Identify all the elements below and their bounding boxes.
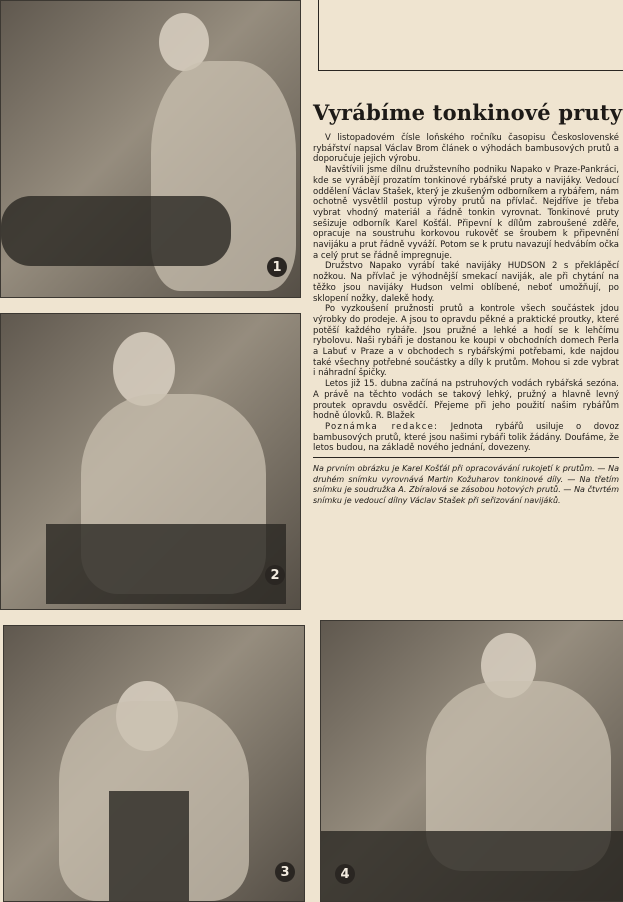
editorial-note-text: Jednota rybářů usiluje o dovoz bambusových prutů, které jsou našimi rybáři tolik žádány. Doufáme, že letos budou, na základě nového jednání, dovezeny. bbox=[313, 421, 619, 454]
article-paragraph: Po vyzkoušení pružnosti prutů a kontrole všech součástek jdou výrobky do prodeje. A jsou to opravdu pěkné a praktické proutky, které potěší každého rybáře. Jsou pružné a lehké a hodí se k lehčímu rybolovu. Naši rybáři je dostanou ke koupi v obchodních domech Perla a Labuť v Praze a v obchodech s rybářskými potřebami, kde najdou také všechny potřebné součástky a díly k prutům. Mohou si zde vybrat i náhradní špičky. bbox=[313, 304, 619, 379]
photo-1 bbox=[0, 0, 301, 298]
photo-4 bbox=[320, 620, 623, 902]
photo-3 bbox=[3, 625, 305, 902]
editorial-note bbox=[313, 422, 619, 454]
photo-number-badge: 1 bbox=[267, 257, 287, 277]
article-column bbox=[313, 100, 623, 506]
photo-number-badge: 3 bbox=[275, 862, 295, 882]
article-paragraph: Letos již 15. dubna začíná na pstruhových vodách rybářská sezóna. A právě na těchto vodách se takový lehký, pružný a hlavně levný proutek opravdu osvědčí. Přejeme při jeho použití našim rybářům hodně úlovků. R. Blažek bbox=[313, 379, 619, 422]
photo-number-badge: 2 bbox=[265, 565, 285, 585]
article-title: Vyrábíme tonkinové pruty bbox=[313, 100, 623, 125]
editorial-note-label: Poznámka redakce: bbox=[325, 421, 439, 432]
photo-number-badge: 4 bbox=[335, 864, 355, 884]
article-paragraph: Družstvo Napako vyrábí také navijáky HUDSON 2 s překlápěcí nožkou. Na přívlač je výhodnější smekací naviják, ale při chytání na těžko jsou navijáky Hudson velmi oblíbené, neboť umožňují, po sklopení nožky, dalekě hody. bbox=[313, 261, 619, 304]
photo-caption: Na prvním obrázku je Karel Košťál při opracovávání rukojetí k prutům. — Na druhém snímku vyrovnává Martin Kožuharov tonkinové díly. — Na třetím snímku je soudružka A. Zbíralová se zásobou hotových prutů. — Na čtvrtém snímku je vedoucí dílny Václav Stašek při seřizování navijáků. bbox=[313, 464, 619, 505]
photo-2 bbox=[0, 313, 301, 610]
article-paragraph: Navštívili jsme dílnu družstevního podniku Napako v Praze-Pankráci, kde se vyrábějí prozatím tonkinové rybářské pruty a navijáky. Vedoucí oddělení Václav Stašek, který je zkušeným odborníkem a rybářem, nám ochotně vysvětlil postup výroby prutů na přívlač. Nejdříve je třeba vybrat vhodný materiál a řádně tonkin vyrovnat. Tonkinové pruty sešizuje odborník Karel Košťál. Připevní k dílům zabroušené zděře, opracuje na soustruhu korkovou rukověť se šroubem k připevnění navijáku a prut řádně vyváží. Potom se k prutu navazují hedvábím očka a celý prut se řádně impregnuje. bbox=[313, 165, 619, 261]
divider bbox=[313, 457, 619, 458]
header-frame bbox=[318, 0, 623, 71]
article-paragraph: V listopadovém čísle loňského ročníku časopisu Československé rybářství napsal Václav Brom článek o výhodách bambusových prutů a doporučuje jejich výrobu. bbox=[313, 133, 619, 165]
